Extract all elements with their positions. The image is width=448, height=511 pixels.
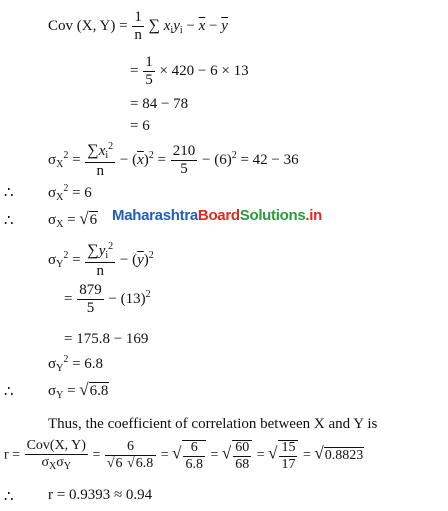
sqrt-6-over-6.8: $\frac{6}{6.8}$: [182, 440, 206, 472]
variance-y-result: $\sigma_Y^2 = 6.8$: [48, 354, 104, 374]
correlation-definition-fraction: $\frac{\text{Cov(X, Y)}}{\sigma_X\sigma_Y}$: [26, 438, 86, 472]
therefore-symbol: ∴: [4, 185, 14, 201]
variance-y-step-1: = $\frac{879}{5}$ − $(13)^2$: [64, 282, 151, 316]
std-dev-x-result: $\sigma_X = √6$: [48, 209, 98, 230]
therefore-symbol: ∴: [4, 384, 14, 400]
sqrt-symbol: √: [79, 209, 89, 228]
sqrt-symbol: √: [79, 380, 89, 399]
cov-step-3: = 6: [130, 118, 150, 134]
sqrt-60-over-68: $\frac{60}{68}$: [232, 440, 252, 472]
y-bar: $\overline{y}$: [221, 17, 228, 34]
correlation-formula-line: r = $\frac{\text{Cov(X, Y)}}{\sigma_X\sigma_Y}$ = $\frac{6}{√6 √6.8}$ = √ $\frac{6}{6.8}$ = √ $\frac{60}{68}$ = √ $\frac{15}{17}$ = √0.8823: [4, 438, 364, 472]
sqrt-15-over-17: $\frac{15}{17}$: [278, 440, 298, 472]
therefore-symbol: ∴: [4, 213, 14, 229]
variance-x-fraction-210-5: $\frac{210}{5}$: [172, 143, 196, 177]
variance-x-fraction: $\frac{\sum x_i^2}{n}$: [87, 141, 114, 179]
cov-fraction-1-over-5: $\frac{1}{5}$: [145, 54, 153, 88]
cov-formula-line: Cov (X, Y) = $\frac{1}{n}$ ∑ $x_iy_i - \overline{x} - \overline{y}$: [48, 9, 228, 43]
correlation-result: r = 0.9393 ≈ 0.94: [48, 487, 153, 503]
variance-y-fraction-879-5: $\frac{879}{5}$: [79, 282, 102, 316]
site-watermark: MaharashtraBoardSolutions.in: [112, 207, 322, 224]
variance-y-step-2: = 175.8 − 169: [64, 331, 149, 347]
x-bar: $\overline{x}$: [198, 17, 206, 34]
cov-fraction-1-over-n: $\frac{1}{n}$: [134, 9, 142, 43]
conclusion-text: Thus, the coefficient of correlation between X and Y is: [48, 416, 378, 432]
cov-step-1: = $\frac{1}{5}$ × 420 − 6 × 13: [130, 54, 249, 88]
correlation-numeric-fraction: $\frac{6}{√6 √6.8}$: [105, 440, 156, 471]
cov-step-2: = 84 − 78: [130, 96, 189, 112]
variance-x-line: $\sigma_X^2$ = $\frac{\sum x_i^2}{n}$ − $(\overline{x})^2$ = $\frac{210}{5}$ − $(6)^2 = 42 - 36$: [48, 141, 299, 179]
variance-y-fraction: $\frac{\sum y_i^2}{n}$: [87, 241, 114, 279]
therefore-symbol: ∴: [4, 489, 14, 505]
std-dev-y-result: $\sigma_Y = √6.8$: [48, 380, 109, 401]
variance-x-result: $\sigma_X^2 = 6$: [48, 183, 92, 203]
variance-y-line: $\sigma_Y^2$ = $\frac{\sum y_i^2}{n}$ − $(\overline{y})^2$: [48, 241, 154, 279]
summation-symbol: ∑: [148, 16, 160, 34]
cov-lhs: Cov (X, Y) =: [48, 17, 128, 34]
